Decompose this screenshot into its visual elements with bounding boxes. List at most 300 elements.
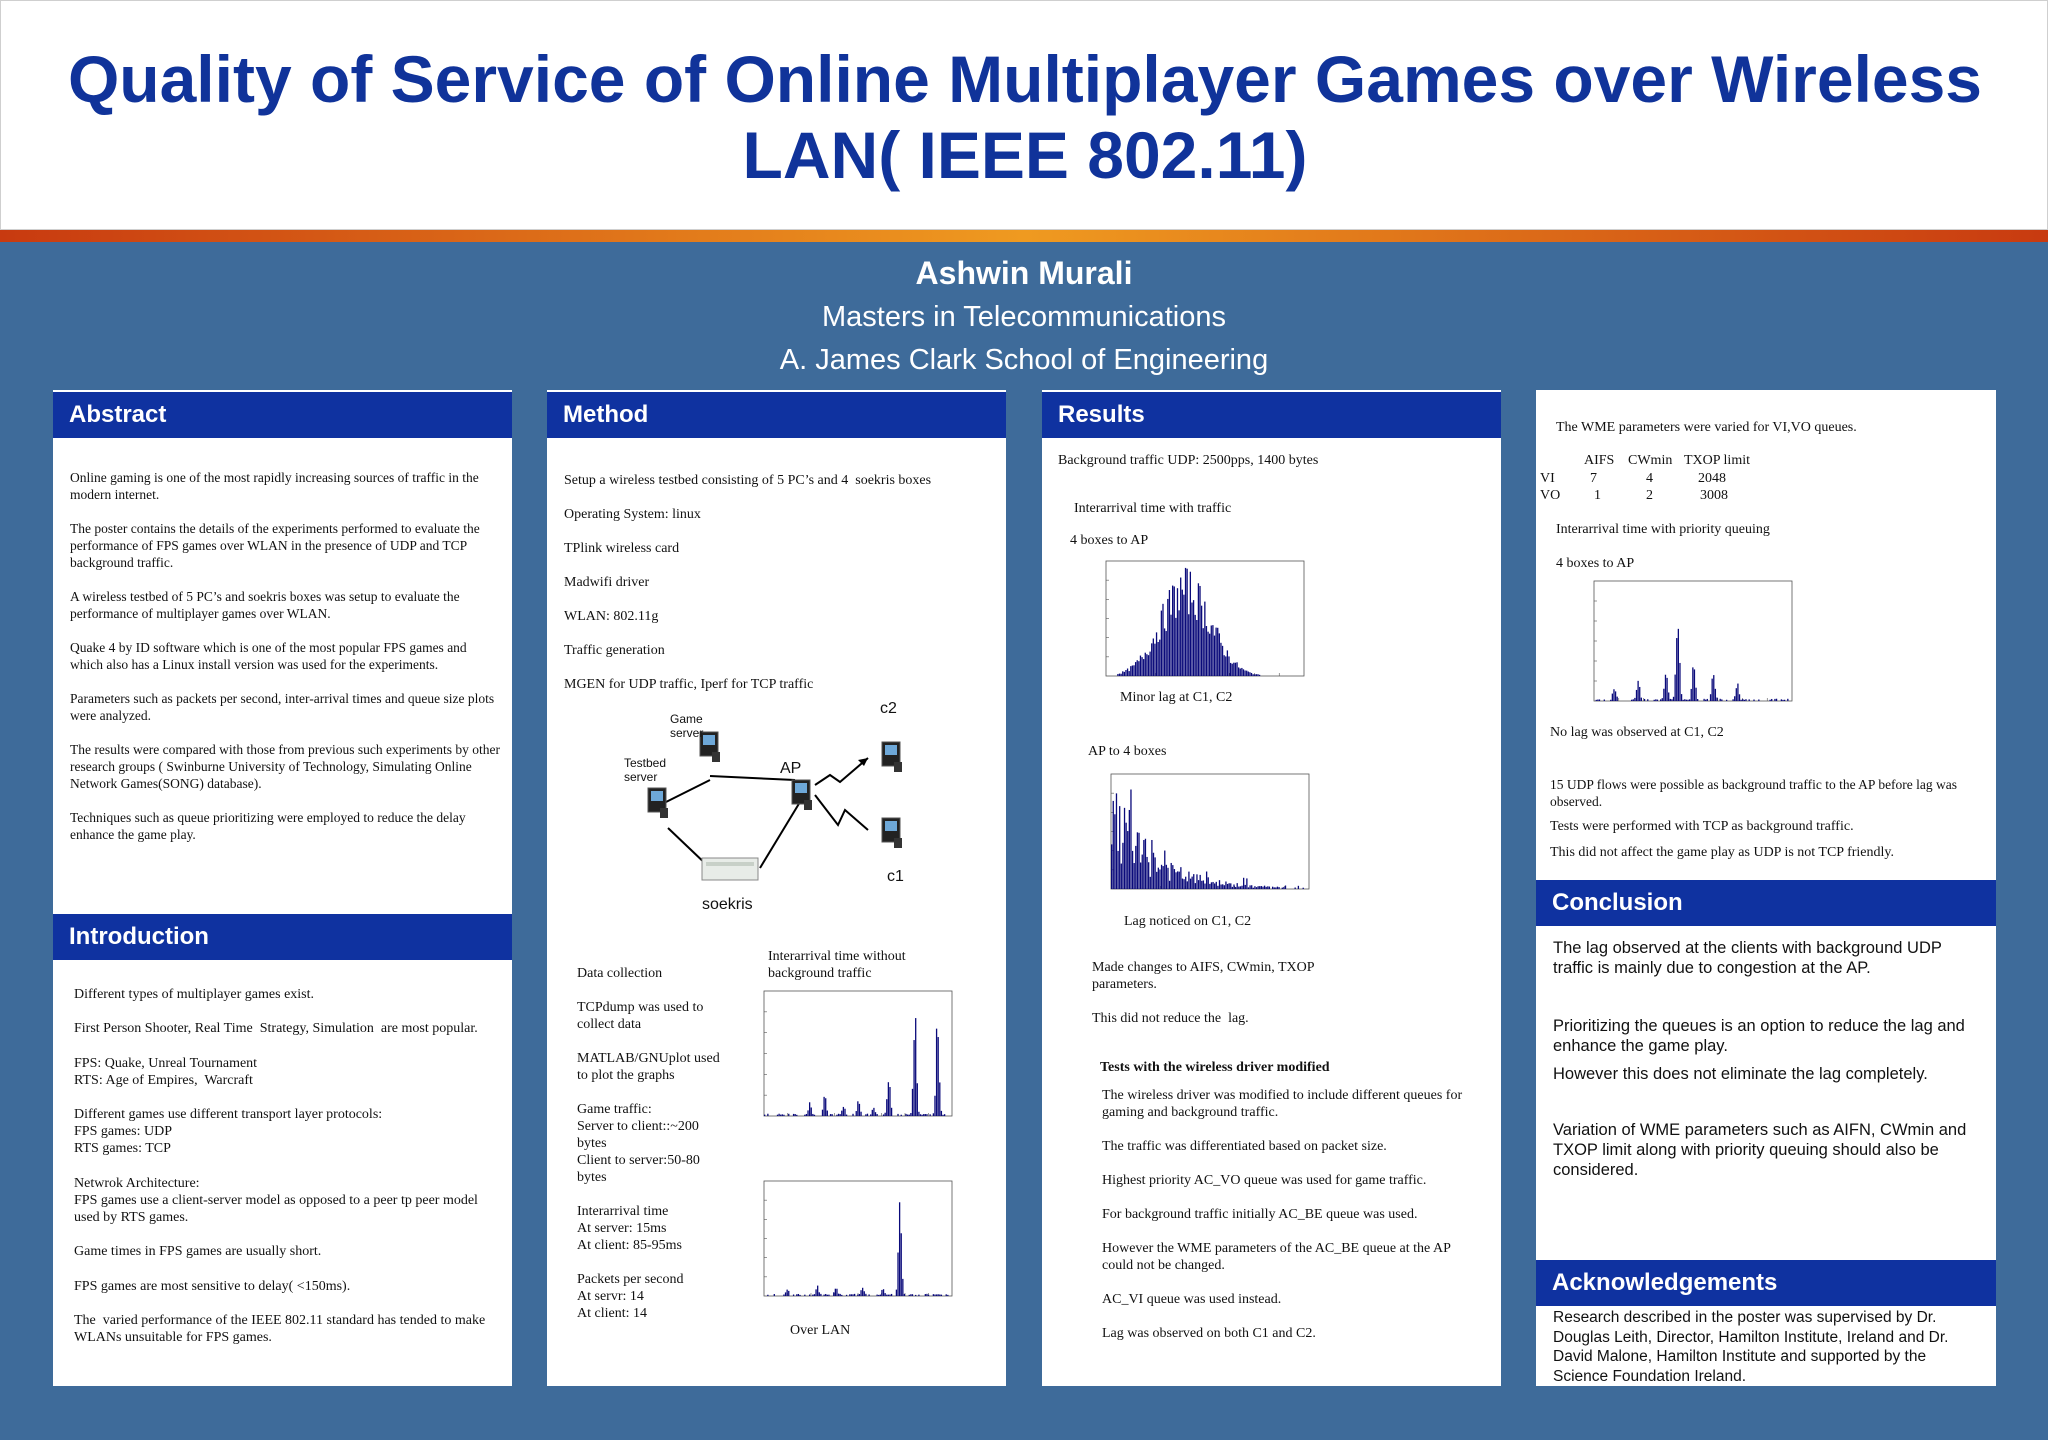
histogram-bar <box>827 1295 828 1296</box>
histogram-bar <box>820 1294 821 1296</box>
histogram-bar <box>859 1294 860 1296</box>
histogram-bar <box>1662 698 1663 701</box>
histogram-bar <box>1732 699 1733 701</box>
intro-line: RTS games: TCP <box>74 1141 171 1156</box>
link-ap-c1 <box>815 795 868 830</box>
histogram-bar <box>1596 700 1597 701</box>
histogram-bar <box>1161 611 1162 676</box>
histogram-bar <box>1142 855 1143 889</box>
driver-line: However the WME parameters of the AC_BE queue at the AP <box>1102 1241 1451 1256</box>
histogram-bar <box>788 1114 789 1116</box>
histogram-bar <box>1162 604 1163 676</box>
histogram-bar <box>933 1113 934 1116</box>
histogram-bar <box>1267 886 1268 889</box>
interarrival-with-traffic: Interarrival time with traffic <box>1074 501 1232 516</box>
intro-line: Different types of multiplayer games exist. <box>74 987 315 1002</box>
histogram-bar <box>1151 840 1152 889</box>
intro-line: FPS games: UDP <box>74 1124 173 1139</box>
histogram-bar <box>1254 886 1255 889</box>
intro-line: The varied performance of the IEEE 802.11 standard has tended to make <box>74 1313 486 1328</box>
histogram-bar <box>1143 840 1144 889</box>
histogram-bar <box>1167 868 1168 889</box>
histogram-bar <box>825 1098 826 1116</box>
histogram-bar <box>1122 843 1123 889</box>
histogram-bar <box>822 1110 823 1116</box>
histogram-bar <box>1692 667 1693 701</box>
histogram-bar <box>1259 675 1260 676</box>
histogram-bar <box>1207 632 1208 676</box>
driver-line: The wireless driver was modified to include different queues for <box>1102 1088 1463 1103</box>
histogram-bar <box>886 1295 887 1296</box>
histogram-bar <box>1238 667 1239 676</box>
histogram-bar <box>852 1114 853 1116</box>
histogram-bar <box>860 1112 861 1116</box>
intro-line: RTS: Age of Empires, Warcraft <box>74 1073 253 1088</box>
histogram-bar <box>1745 699 1746 701</box>
pc-icon <box>882 742 902 772</box>
histogram-bar <box>934 1096 935 1116</box>
histogram-bar <box>1135 846 1136 889</box>
histogram-bar <box>1269 887 1270 889</box>
intro-line: WLANs unsuitable for FPS games. <box>74 1330 272 1345</box>
histogram-bar <box>1740 700 1741 701</box>
link-lines <box>660 758 868 868</box>
driver-line: For background traffic initially AC_BE queue was used. <box>1102 1207 1418 1222</box>
histogram-bar <box>1153 638 1154 676</box>
histogram-bar <box>1129 671 1130 676</box>
histogram-bar <box>886 1099 887 1116</box>
histogram-bar <box>867 1114 868 1116</box>
histogram-bar <box>889 1295 890 1296</box>
histogram-bar <box>1781 699 1782 701</box>
histogram-bar <box>910 1113 911 1116</box>
interarrival-without-chart <box>748 985 958 1130</box>
wme-vo-label: VO <box>1540 488 1561 503</box>
histogram-bar <box>936 1029 937 1116</box>
histogram-bar <box>1695 688 1696 701</box>
histogram-bar <box>793 1114 794 1116</box>
histogram-bar <box>1111 844 1112 889</box>
histogram-bar <box>1233 884 1234 889</box>
c2-label: c2 <box>880 700 897 717</box>
histogram-bar <box>859 1104 860 1116</box>
histogram-bar <box>783 1115 784 1116</box>
data-line: Client to server:50-80 <box>577 1153 700 1168</box>
histogram-bar <box>883 1114 884 1116</box>
histogram-bar <box>1193 600 1194 676</box>
histogram-bar <box>1241 886 1242 889</box>
histogram-bar <box>793 1294 794 1296</box>
histogram-bar <box>865 1114 866 1116</box>
histogram-bar <box>1164 628 1165 676</box>
histogram-bar <box>1170 615 1171 676</box>
acknowledgements-heading: Acknowledgements <box>1536 1260 1996 1306</box>
histogram-bar <box>1230 883 1231 889</box>
wme-header-aifs: AIFS <box>1584 453 1615 468</box>
histogram-bar <box>1137 660 1138 676</box>
conclusion-paragraph: However this does not eliminate the lag completely. <box>1553 1065 1928 1083</box>
over-lan-chart <box>748 1175 958 1310</box>
histogram-bar <box>827 1111 828 1116</box>
histogram-bar <box>785 1292 786 1296</box>
wme-vi-aifs: 7 <box>1590 471 1597 486</box>
histogram-bar <box>828 1295 829 1296</box>
histogram-bar <box>833 1292 834 1296</box>
histogram-bar <box>1654 700 1655 701</box>
histogram-bar <box>838 1114 839 1116</box>
histogram-bar <box>1206 872 1207 889</box>
histogram-bar <box>897 1253 898 1296</box>
histogram-bar <box>1195 615 1196 676</box>
data-line: Interarrival time <box>577 1204 669 1219</box>
histogram-bar <box>854 1294 855 1296</box>
histogram-bar <box>913 1040 914 1116</box>
intro-line: FPS: Quake, Unreal Tournament <box>74 1056 258 1071</box>
poster-header <box>0 0 2048 230</box>
histogram-bar <box>1196 620 1197 676</box>
histogram-bar <box>1720 699 1721 701</box>
histogram-bar <box>809 1295 810 1296</box>
histogram-bar <box>1185 877 1186 889</box>
data-line: Game traffic: <box>577 1102 652 1117</box>
histogram-bar <box>844 1109 845 1116</box>
histogram-bar <box>799 1295 800 1296</box>
no-lag: No lag was observed at C1, C2 <box>1550 725 1724 740</box>
histogram-bar <box>1673 697 1674 701</box>
histogram-bar <box>889 1087 890 1116</box>
histogram-bar <box>910 1294 911 1296</box>
histogram-bar <box>1641 698 1642 701</box>
histogram-bar <box>1266 887 1267 889</box>
driver-line: could not be changed. <box>1102 1258 1225 1273</box>
histogram-bar <box>1660 699 1661 701</box>
method-line: MGEN for UDP traffic, Iperf for TCP traffic <box>564 677 814 692</box>
histogram-bar <box>1148 655 1149 676</box>
histogram-bar <box>1227 884 1228 889</box>
interarrival-without-caption: Interarrival time without background traffic <box>768 949 906 981</box>
histogram-bar <box>1217 886 1218 889</box>
data-line: At servr: 14 <box>577 1289 644 1304</box>
histogram-bar <box>846 1295 847 1296</box>
abstract-paragraph: A wireless testbed of 5 PC’s and soekris boxes was setup to evaluate the performance of multiplayer games over WLAN. <box>70 589 460 621</box>
histogram-bar <box>942 1115 943 1116</box>
histogram-bar <box>1254 674 1255 676</box>
histogram-bar <box>774 1294 775 1296</box>
histogram-bar <box>1129 810 1130 889</box>
histogram-bar <box>1707 699 1708 701</box>
histogram-bar <box>1295 888 1296 889</box>
histogram-bar <box>1203 880 1204 889</box>
histogram-bar <box>841 1111 842 1116</box>
histogram-bar <box>1141 657 1142 676</box>
results-heading: Results <box>1042 392 1501 438</box>
wme-header-txop: TXOP limit <box>1684 453 1750 468</box>
histogram-bar <box>1246 878 1247 889</box>
ap-to-boxes-chart <box>1095 768 1315 903</box>
histogram-bar <box>1148 862 1149 889</box>
histogram-bar <box>897 1114 898 1116</box>
histogram-bar <box>912 1294 913 1296</box>
histogram-bar <box>1264 886 1265 889</box>
histogram-bar <box>1200 875 1201 889</box>
histogram-bar <box>1208 877 1209 889</box>
histogram-bar <box>812 1114 813 1116</box>
histogram-bar <box>1248 672 1249 676</box>
histogram-bar <box>934 1294 935 1296</box>
histogram-bar <box>1190 879 1191 889</box>
histogram-bar <box>1771 699 1772 701</box>
histogram-bar <box>777 1115 778 1116</box>
pc-icon <box>882 818 902 848</box>
changes-line-1: Made changes to AIFS, CWmin, TXOP <box>1092 960 1315 975</box>
histogram-bar <box>1249 672 1250 676</box>
histogram-bar <box>936 1294 937 1296</box>
ap-to-boxes: AP to 4 boxes <box>1088 744 1167 759</box>
histogram-bar <box>1303 888 1304 889</box>
histogram-bar <box>1681 694 1682 701</box>
histogram-bar <box>1240 886 1241 889</box>
minor-lag: Minor lag at C1, C2 <box>1120 690 1233 705</box>
histogram-bar <box>1676 638 1677 701</box>
not-reduce-line: This did not reduce the lag. <box>1092 1011 1249 1026</box>
histogram-bar <box>885 1113 886 1116</box>
histogram-bar <box>1634 698 1635 701</box>
histogram-bar <box>1238 887 1239 889</box>
histogram-bar <box>1736 688 1737 701</box>
histogram-bar <box>870 1114 871 1116</box>
histogram-bar <box>933 1294 934 1296</box>
histogram-bar <box>1246 671 1247 676</box>
histogram-bar <box>1710 694 1711 701</box>
histogram-bar <box>896 1290 897 1296</box>
data-line: bytes <box>577 1170 607 1185</box>
histogram-bar <box>767 1114 768 1116</box>
histogram-bar <box>1145 653 1146 676</box>
histogram-bar <box>912 1089 913 1116</box>
over-lan-caption: Over LAN <box>790 1323 851 1338</box>
histogram-bar <box>1222 884 1223 889</box>
histogram-bar <box>1121 864 1122 889</box>
data-line: collect data <box>577 1017 642 1032</box>
histogram-bar <box>1183 879 1184 889</box>
histogram-bar <box>1124 808 1125 889</box>
histogram-bar <box>1158 642 1159 676</box>
histogram-bar <box>1617 697 1618 701</box>
histogram-bar <box>1644 699 1645 701</box>
histogram-bar <box>812 1295 813 1296</box>
driver-line: gaming and background traffic. <box>1102 1105 1279 1120</box>
method-line: Traffic generation <box>564 643 665 658</box>
histogram-bar <box>1175 618 1176 676</box>
histogram-bar <box>1216 882 1217 889</box>
histogram-bar <box>835 1289 836 1296</box>
histogram-bar <box>1604 700 1605 701</box>
link-testbed-gameserver <box>660 780 710 805</box>
histogram-bar <box>1774 699 1775 701</box>
histogram-bar <box>920 1114 921 1116</box>
histogram-bar <box>1137 832 1138 889</box>
histogram-bar <box>939 1082 940 1116</box>
histogram-bar <box>1233 663 1234 676</box>
histogram-bar <box>1647 699 1648 701</box>
histogram-bar <box>868 1294 869 1296</box>
histogram-bar <box>1183 595 1184 676</box>
histogram-bar <box>1175 872 1176 889</box>
abstract-paragraph: The results were compared with those from previous such experiments by other research groups ( Swinburne University of Technology, Simulating Online Network Games(SONG) database). <box>70 742 501 791</box>
histogram-bar <box>888 1295 889 1296</box>
histogram-bar <box>1599 699 1600 701</box>
histogram-bar <box>1149 652 1150 676</box>
histogram-bar <box>1214 883 1215 889</box>
histogram-bar <box>1689 699 1690 701</box>
histogram-bar <box>1663 689 1664 701</box>
histogram-bar <box>1125 670 1126 676</box>
histogram-bar <box>1154 644 1155 676</box>
histogram-bar <box>1199 586 1200 676</box>
histogram-bar <box>1248 887 1249 889</box>
histogram-bar <box>899 1202 900 1296</box>
histogram-bar <box>1243 878 1244 889</box>
histogram-bar <box>1674 675 1675 701</box>
histogram-bar <box>1686 700 1687 701</box>
histogram-bar <box>1671 699 1672 701</box>
c1-label: c1 <box>887 868 904 885</box>
data-line: bytes <box>577 1136 607 1151</box>
histogram-bar <box>1219 633 1220 676</box>
histogram-bar <box>840 1114 841 1116</box>
histogram-bar <box>823 1295 824 1296</box>
histogram-bar <box>1211 625 1212 676</box>
intro-line: FPS games use a client-server model as opposed to a peer tp peer model <box>74 1193 478 1208</box>
histogram-bar <box>1235 663 1236 676</box>
histogram-bar <box>885 1293 886 1296</box>
abstract-paragraph: The poster contains the details of the experiments performed to evaluate the performance of FPS games over WLAN in the presence of UDP and TCP background traffic. <box>70 521 480 570</box>
histogram-bar <box>938 1037 939 1116</box>
histogram-bar <box>1204 602 1205 676</box>
histogram-bar <box>817 1286 818 1296</box>
histogram-bar <box>1274 887 1275 889</box>
histogram-bar <box>1187 881 1188 889</box>
histogram-bar <box>809 1102 810 1116</box>
histogram-bar <box>852 1294 853 1296</box>
histogram-bar <box>1613 689 1614 701</box>
histogram-bar <box>1117 674 1118 676</box>
histogram-bar <box>1145 839 1146 889</box>
histogram-bar <box>1716 698 1717 701</box>
histogram-bar <box>1127 831 1128 889</box>
histogram-bar <box>1215 628 1216 676</box>
histogram-bar <box>811 1107 812 1116</box>
histogram-bar <box>857 1101 858 1116</box>
histogram-bar <box>1758 699 1759 701</box>
histogram-bar <box>1159 869 1160 889</box>
wme-vi-cwmin: 4 <box>1646 471 1653 486</box>
method-line: WLAN: 802.11g <box>564 609 659 624</box>
method-line: Operating System: linux <box>564 507 701 522</box>
histogram-bar <box>905 1114 906 1116</box>
ap-label: AP <box>780 760 802 777</box>
histogram-bar <box>1188 614 1189 676</box>
histogram-bar <box>1167 599 1168 676</box>
histogram-bar <box>1127 669 1128 676</box>
histogram-bar <box>1230 663 1231 676</box>
histogram-bar <box>1694 669 1695 701</box>
histogram-bar <box>921 1115 922 1116</box>
histogram-bar <box>796 1294 797 1296</box>
histogram-bar <box>1201 606 1202 676</box>
wme-vo-txop: 3008 <box>1700 488 1728 503</box>
histogram-bar <box>814 1294 815 1296</box>
histogram-bar <box>1133 665 1134 676</box>
histogram-bar <box>1597 700 1598 701</box>
histogram-bar <box>1182 590 1183 676</box>
histogram-bar <box>1140 863 1141 889</box>
histogram-bar <box>804 1295 805 1296</box>
histogram-bar <box>1612 694 1613 701</box>
histogram-bar <box>788 1291 789 1296</box>
histogram-bar <box>928 1295 929 1296</box>
histogram-bar <box>1277 887 1278 889</box>
histogram-bar <box>830 1114 831 1116</box>
histogram-bar <box>883 1289 884 1296</box>
histogram-bar <box>1198 880 1199 889</box>
histogram-bar <box>1150 877 1151 889</box>
histogram-bar <box>1228 656 1229 676</box>
histogram-bar <box>851 1294 852 1296</box>
histogram-bar <box>1151 643 1152 676</box>
histogram-bar <box>840 1294 841 1296</box>
title-line-1: Quality of Service of Online Multiplayer Games over Wireless <box>67 42 1983 116</box>
histogram-bar <box>1122 671 1123 676</box>
histogram-bar <box>875 1112 876 1116</box>
histogram-bar <box>856 1111 857 1116</box>
histogram-bar <box>904 1294 905 1296</box>
histogram-bar <box>1227 650 1228 676</box>
histogram-bar <box>1211 882 1212 889</box>
histogram-bar <box>938 1294 939 1296</box>
background-traffic: Background traffic UDP: 2500pps, 1400 bytes <box>1058 453 1319 468</box>
testbed-server-label: Testbed server <box>624 756 667 784</box>
histogram-bar <box>1138 661 1139 676</box>
histogram-bar <box>947 1295 948 1296</box>
histogram-bar <box>880 1295 881 1296</box>
conclusion-heading: Conclusion <box>1536 880 1996 926</box>
histogram-bar <box>1655 699 1656 701</box>
intro-line: Netwrok Architecture: <box>74 1176 200 1191</box>
link-soekris-ap <box>760 802 800 868</box>
histogram-bar <box>1631 700 1632 701</box>
histogram-bar <box>901 1115 902 1116</box>
histogram-bar <box>1657 700 1658 701</box>
histogram-bar <box>1285 885 1286 889</box>
histogram-bar <box>814 1115 815 1116</box>
pc-icon <box>648 788 668 818</box>
histogram-bar <box>944 1114 945 1116</box>
histogram-bar <box>1163 866 1164 889</box>
priority-queuing: Interarrival time with priority queuing <box>1556 522 1770 537</box>
histogram-bar <box>1214 636 1215 676</box>
histogram-bar <box>1753 700 1754 701</box>
histogram-bar <box>1117 851 1118 889</box>
histogram-bar <box>1186 569 1187 676</box>
histogram-bar <box>836 1289 837 1296</box>
histogram-bar <box>1678 629 1679 701</box>
histogram-bar <box>1232 887 1233 889</box>
histogram-bar <box>946 1294 947 1296</box>
histogram-bar <box>1203 628 1204 676</box>
histogram-bar <box>909 1295 910 1296</box>
histogram-bar <box>1125 823 1126 889</box>
